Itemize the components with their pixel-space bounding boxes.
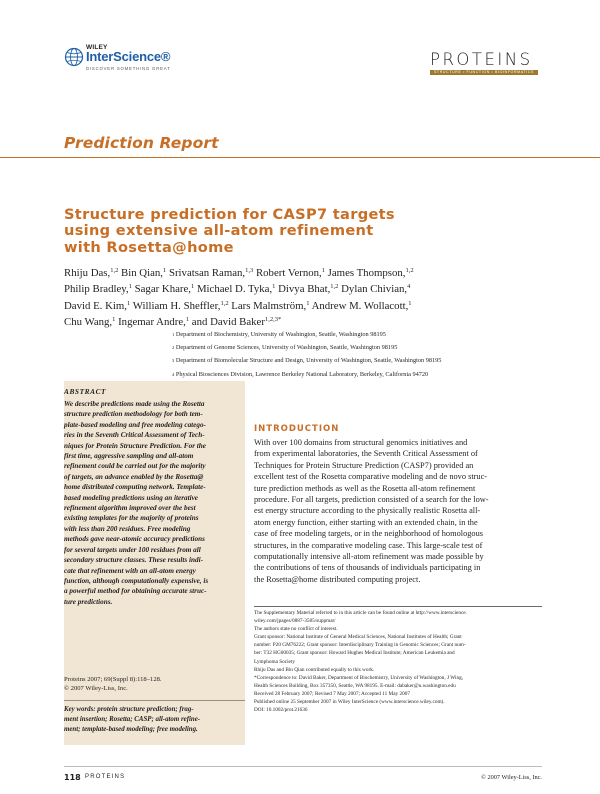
article-title [64,207,484,256]
footnote-line: The Supplementary Material referred to in this article can be found online at http://www.interscience. [254,610,467,616]
affiliation [172,354,542,367]
affiliation-text: Department of Biochemistry, University of Washington, Seattle, Washington 98195 [175,331,386,338]
author-affiliation-marker: 1 [408,299,412,307]
footnotes [254,609,542,714]
citation-line: Proteins 2007; 69(Suppl 8):118–128. [64,676,162,683]
citation [64,676,245,694]
affiliation-text: Department of Biomolecular Structure and Design, University of Washington, Seattle, Washington 98195 [175,357,442,365]
abstract-line: methods gave near-atomic accuracy predictions [64,535,205,544]
author-name: Bin Qian, [118,267,163,279]
affiliation-text: Department of Genome Sciences, University of Washington, Seattle, Washington 98195 [175,344,398,352]
abstract-line: home distributed computing network. Template- [64,483,206,492]
abstract-line: refinement algorithm improved over the best [64,504,196,513]
author-affiliation-marker: 1,2 [405,267,414,274]
author-affiliation-marker: 1 [126,299,131,307]
author-name: Chu Wang, [64,316,113,329]
affiliation-number: 3 [172,358,175,364]
title-line: Structure prediction for CASP7 targets [64,206,395,223]
introduction-line: excellent test of the Rosetta comparative modeling and de novo struc- [254,472,488,482]
author-affiliation-marker: 1,3 [245,267,254,274]
affiliation-number: 4 [172,371,175,377]
author-name: Divya Bhat, [275,283,331,296]
author-name: Dylan Chivian, [338,283,408,296]
abstract-line: plate-based modeling and free modeling catego- [64,420,206,429]
footnote-line: Lymphoma Society [254,658,295,665]
affiliation [172,368,542,381]
footnote-line: The authors state no conflict of interest. [254,626,338,633]
affiliation [172,328,542,341]
author-name: Robert Vernon, [253,267,322,279]
author-name: James Thompson, [324,267,406,279]
introduction-line: the Rosetta@home distributed computing project. [254,574,421,584]
author-affiliation-marker: 1 [185,316,190,324]
keywords [64,705,245,736]
introduction-line: With over 100 domains from structural genomics initiatives and [254,438,468,447]
footer-copyright: © 2007 Wiley-Liss, Inc. [481,774,542,781]
introduction-line: est energy structure according to the physically realistic Rosetta all- [254,506,481,516]
proteins-wordmark: PROTEINS [430,50,533,69]
proteins-journal-logo [430,52,538,78]
footnote-line: number: P20 GM76222; Grant sponsor: Interdisciplinary Training in Genomic Sciences; Grant num- [254,642,466,649]
affiliation [172,341,542,354]
abstract-line: first time, aggressive sampling and all-atom [64,452,194,461]
wiley-globe-icon [64,47,84,67]
abstract-line: cate that refinement with an all-atom energy [64,566,196,575]
author-affiliation-marker: 1,2 [330,283,339,291]
affiliation-list [172,328,542,381]
abstract-line: for several targets under 100 residues from all [64,545,201,554]
citation-line: © 2007 Wiley-Liss, Inc. [64,684,128,692]
abstract-body [64,399,245,607]
abstract-line: refinement could be carried out for the majority [64,462,206,471]
page-number: 118 [64,773,81,782]
abstract-heading: ABSTRACT [64,387,107,396]
affiliation-text: Physical Biosciences Division, Lawrence Berkeley National Laboratory, Berkeley, California 94720 [175,370,429,378]
affiliation-number: 2 [172,345,175,351]
author-affiliation-marker: 1 [128,283,132,291]
keywords-line: Key words: protein structure prediction; frag- [64,706,194,713]
footnote-line: Grant sponsor: National Institute of General Medical Sciences, National Institutes of Health; Grant [254,634,462,641]
author-name: Philip Bradley, [64,283,129,296]
introduction-line: Techniques for Protein Structure Prediction (CASP7) provided an [254,460,474,470]
introduction-line: procedure. For all targets, prediction consisted of a search for the low- [254,495,489,505]
title-line: with Rosetta@home [64,238,234,256]
author-affiliation-marker: 1 [163,267,167,274]
author-name: Rhiju Das, [64,267,111,279]
author-affiliation-marker: 1 [191,283,195,291]
abstract-line: a powerful method for obtaining accurate struc- [64,587,207,596]
keywords-line: ment insertion; Rosetta; CASP; all-atom refine- [64,716,201,724]
abstract-line: based modeling predictions using an iterative [64,493,198,502]
introduction-line: computationally intensive all-atom refinement was made possible by [254,552,484,562]
author-name: Sagar Khare, [131,283,191,296]
introduction-line: ture prediction methods as well as the Rosetta all-atom refinement [254,483,476,493]
abstract-line: of targets, an advance enabled by the Rosetta@ [64,472,204,481]
author-line [64,281,544,297]
affiliation-number: 1 [172,332,175,337]
proteins-subtitle-bar: STRUCTURE • FUNCTION • BIOINFORMATICS [430,70,538,75]
abstract-line: ries in the Seventh Critical Assessment of Tech- [64,431,205,440]
author-affiliation-marker: 1 [272,283,276,291]
footnote-divider [254,606,542,607]
author-affiliation-marker: 4 [407,283,411,291]
footnote-line: Received 28 February 2007; Revised 7 May 2007; Accepted 11 May 2007 [254,690,410,697]
author-affiliation-marker: 1 [306,299,310,307]
wiley-tagline: DISCOVER SOMETHING GREAT [86,66,171,71]
footnote-line: Rhiju Das and Bin Qian contributed equally to this work. [254,666,375,673]
keywords-line: ment; template-based modeling; free modeling. [64,726,198,734]
author-name: Ingemar Andre, [115,316,186,329]
footer-divider [64,766,542,767]
abstract-line: existing templates for the majority of proteins [64,514,199,523]
wiley-wordmark: WILEY [86,44,108,51]
keywords-divider [64,700,245,701]
author-list [64,265,544,331]
introduction-line: atom energy function, either starting with an extended chain, in the [254,517,478,527]
author-name: William H. Sheffler, [130,299,221,312]
introduction-line: case of free modeling targets, or in the neighborhood of homologous [254,529,484,539]
abstract-line: We describe predictions made using the Rosetta [64,400,205,408]
wiley-interscience-logo [64,44,194,78]
author-affiliation-marker: 1,2 [220,299,229,307]
author-line [64,265,544,281]
footnote-line: wiley.com/jpages/0887-3585/suppmat/ [254,618,336,625]
introduction-line: from experimental laboratories, the Seventh Critical Assessment of [254,449,478,459]
author-affiliation-marker: 1 [321,267,325,274]
section-label: Prediction Report [64,134,219,152]
abstract-line: with less than 200 residues. Free modeling [64,524,191,533]
author-line [64,298,544,314]
title-line: using extensive all-atom refinement [64,222,374,240]
introduction-line: structures, in the comparative modeling case. This large-scale test of [254,540,483,550]
introduction-heading: INTRODUCTION [254,424,340,434]
abstract-line: ture predictions. [64,597,113,606]
running-journal-name: PROTEINS [85,774,126,780]
author-name: Michael D. Tyka, [194,283,273,296]
introduction-body [254,437,542,585]
footnote-line: Published online 25 September 2007 in Wiley InterScience (www.interscience.wiley.com). [254,699,445,706]
author-name: and David Baker [189,316,265,329]
abstract-line: function, although computationally expensive, is [64,576,209,585]
footnote-line: *Correspondence to: David Baker, Department of Biochemistry, University of Washington, J Wing, [254,674,464,681]
author-name: Srivatsan Raman, [166,267,246,279]
footnote-line: DOI: 10.1002/prot.21636 [254,707,308,714]
abstract-line: secondary structure classes. These results indi- [64,556,203,565]
author-name: David E. Kim, [64,299,127,312]
author-affiliation-marker: 1 [112,316,116,324]
interscience-wordmark: InterScience® [86,49,171,64]
abstract-line: niques for Protein Structure Prediction. For the [64,441,206,450]
author-name: Andrew M. Wollacott, [309,299,409,312]
header-divider [0,157,600,158]
footnote-line: Health Sciences Building, Box 357350, Seattle, WA 98195. E-mail: dabaker@u.washington.edu [254,682,456,689]
author-name: Lars Malmström, [228,299,307,312]
abstract-line: structure prediction methodology for both tem- [64,410,203,419]
author-affiliation-marker: 1,2 [110,267,119,274]
author-affiliation-marker: 1,2,3* [264,316,282,324]
footnote-line: ber: T32 HG00035; Grant sponsor: Howard Hughes Medical Institute; American Leukemia and [254,650,455,657]
introduction-line: the contributions of tens of thousands of individuals participating in [254,563,481,573]
